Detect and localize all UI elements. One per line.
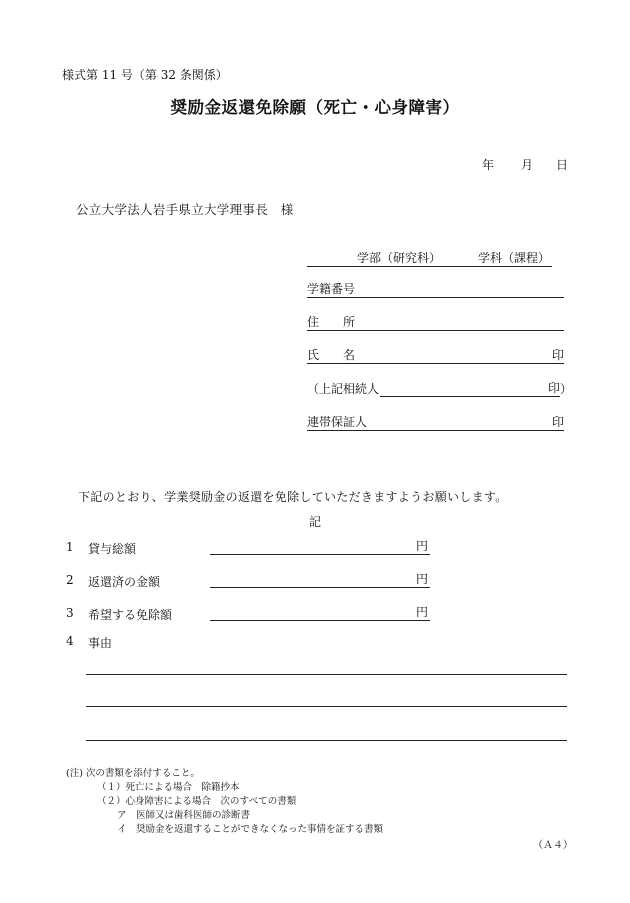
guarantor-label: 連帯保証人 (307, 415, 368, 429)
department-label: 学科（課程） (478, 251, 551, 265)
document-title: 奨励金返還免除願（死亡・心身障害） (170, 98, 460, 117)
faculty-department-line[interactable] (307, 251, 552, 267)
item-2-label: 返還済の金額 (88, 575, 161, 589)
date-day: 日 (556, 158, 569, 172)
addressee: 公立大学法人岩手県立大学理事長 様 (76, 202, 294, 217)
yen-unit: 円 (415, 572, 428, 586)
address-field[interactable] (307, 314, 564, 331)
heir-row (307, 381, 573, 397)
heir-field[interactable] (380, 381, 560, 397)
item-3-label: 希望する免除額 (88, 608, 173, 622)
heir-close-paren: ） (560, 382, 573, 396)
notes-heading: (注) 次の書類を添付すること。 (66, 768, 200, 779)
form-number: 様式第 11 号（第 32 条関係） (62, 68, 228, 82)
yen-unit: 円 (415, 605, 428, 619)
paper-size: （Ａ４） (533, 840, 573, 851)
name-label: 氏 名 (307, 348, 356, 362)
item-1-label: 貸与総額 (88, 542, 137, 556)
reason-line-2[interactable] (86, 706, 567, 707)
ki-heading: 記 (308, 515, 321, 529)
heir-label: （上記相続人 (307, 382, 380, 396)
item-1-number: 1 (66, 540, 74, 554)
name-field[interactable] (307, 347, 564, 364)
repaid-amount-field[interactable] (210, 572, 430, 588)
loan-total-field[interactable] (210, 539, 430, 555)
address-label: 住 所 (307, 315, 356, 329)
seal-mark: 印 (551, 415, 564, 429)
note-2: （２）心身障害による場合 次のすべての書類 (97, 796, 297, 807)
seal-mark: 印 (547, 381, 560, 395)
note-1: （１）死亡による場合 除籍抄本 (97, 782, 240, 793)
item-4-number: 4 (66, 634, 74, 648)
item-2-number: 2 (66, 573, 74, 587)
seal-mark: 印 (551, 348, 564, 362)
date-month: 月 (521, 158, 534, 172)
reason-line-1[interactable] (86, 674, 567, 675)
reason-line-3[interactable] (86, 740, 567, 741)
request-text: 下記のとおり、学業奨励金の返還を免除していただきますようお願いします。 (78, 490, 508, 504)
date-year: 年 (482, 158, 495, 172)
item-4-label: 事由 (88, 636, 113, 650)
yen-unit: 円 (415, 539, 428, 553)
student-id-label: 学籍番号 (307, 282, 356, 296)
faculty-label: 学部（研究科） (357, 251, 442, 265)
guarantor-field[interactable] (307, 414, 564, 431)
note-2b: イ 奨励金を返還することができなくなった事情を証する書類 (117, 824, 384, 835)
item-3-number: 3 (66, 606, 74, 620)
note-2a: ア 医師又は歯科医師の診断書 (117, 810, 251, 821)
exemption-amount-field[interactable] (210, 605, 430, 621)
student-id-field[interactable] (307, 281, 564, 298)
